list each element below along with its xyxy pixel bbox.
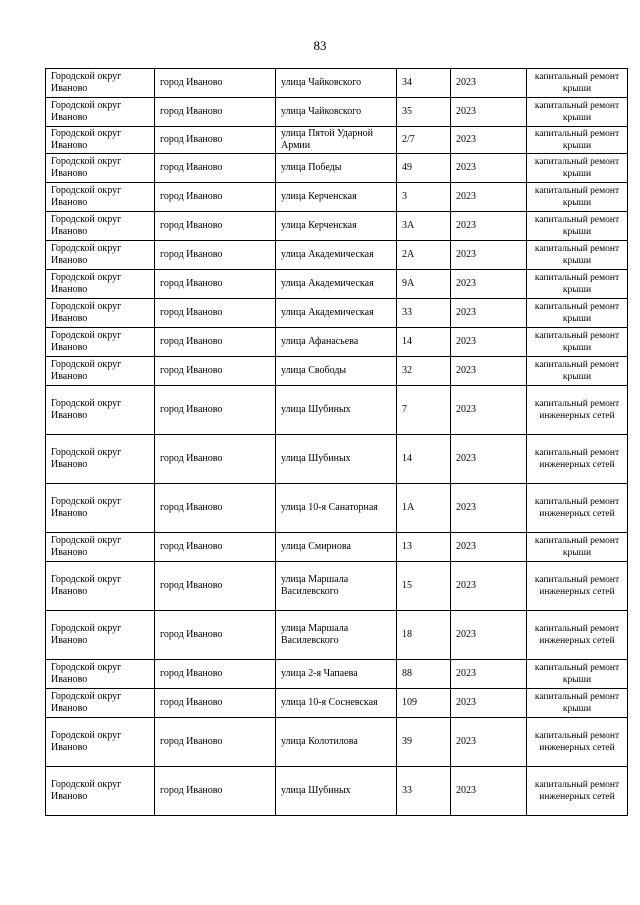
table-row: [46, 328, 628, 357]
cell-district: Городской округ Иваново: [46, 357, 155, 386]
cell-street: улица Шубиных: [276, 767, 397, 816]
cell-street: улица Победы: [276, 154, 397, 183]
cell-district: Городской округ Иваново: [46, 435, 155, 484]
cell-house: 9А: [397, 270, 451, 299]
cell-year: 2023: [451, 357, 527, 386]
cell-district: Городской округ Иваново: [46, 299, 155, 328]
cell-house: 34: [397, 69, 451, 98]
cell-district: Городской округ Иваново: [46, 328, 155, 357]
cell-house: 14: [397, 435, 451, 484]
cell-district: Городской округ Иваново: [46, 127, 155, 154]
cell-city: город Иваново: [155, 767, 276, 816]
cell-city: город Иваново: [155, 435, 276, 484]
table-row: [46, 212, 628, 241]
cell-work: капитальный ремонт крыши: [527, 212, 628, 241]
cell-district: Городской округ Иваново: [46, 562, 155, 611]
cell-house: 14: [397, 328, 451, 357]
cell-house: 3А: [397, 212, 451, 241]
cell-year: 2023: [451, 212, 527, 241]
cell-district: Городской округ Иваново: [46, 689, 155, 718]
cell-district: Городской округ Иваново: [46, 69, 155, 98]
cell-house: 2А: [397, 241, 451, 270]
cell-work: капитальный ремонт крыши: [527, 660, 628, 689]
cell-city: город Иваново: [155, 127, 276, 154]
table-row: [46, 767, 628, 816]
cell-district: Городской округ Иваново: [46, 718, 155, 767]
cell-year: 2023: [451, 718, 527, 767]
cell-house: 39: [397, 718, 451, 767]
table-row: [46, 357, 628, 386]
cell-district: Городской округ Иваново: [46, 611, 155, 660]
cell-work: капитальный ремонт инженерных сетей: [527, 562, 628, 611]
cell-street: улица Чайковского: [276, 69, 397, 98]
cell-city: город Иваново: [155, 689, 276, 718]
cell-district: Городской округ Иваново: [46, 533, 155, 562]
table-row: [46, 299, 628, 328]
cell-work: капитальный ремонт крыши: [527, 69, 628, 98]
cell-year: 2023: [451, 767, 527, 816]
cell-work: капитальный ремонт крыши: [527, 299, 628, 328]
cell-district: Городской округ Иваново: [46, 767, 155, 816]
cell-work: капитальный ремонт крыши: [527, 689, 628, 718]
cell-house: 32: [397, 357, 451, 386]
cell-house: 15: [397, 562, 451, 611]
cell-work: капитальный ремонт крыши: [527, 533, 628, 562]
cell-house: 35: [397, 98, 451, 127]
cell-street: улица Афанасьева: [276, 328, 397, 357]
cell-work: капитальный ремонт крыши: [527, 241, 628, 270]
cell-year: 2023: [451, 154, 527, 183]
cell-year: 2023: [451, 270, 527, 299]
cell-work: капитальный ремонт инженерных сетей: [527, 718, 628, 767]
cell-district: Городской округ Иваново: [46, 154, 155, 183]
cell-work: капитальный ремонт крыши: [527, 98, 628, 127]
cell-street: улица Пятой Ударной Армии: [276, 127, 397, 154]
cell-year: 2023: [451, 98, 527, 127]
cell-street: улица Академическая: [276, 299, 397, 328]
cell-district: Городской округ Иваново: [46, 212, 155, 241]
table-row: [46, 533, 628, 562]
cell-city: город Иваново: [155, 328, 276, 357]
cell-street: улица Маршала Василевского: [276, 562, 397, 611]
cell-year: 2023: [451, 660, 527, 689]
cell-work: капитальный ремонт крыши: [527, 328, 628, 357]
cell-work: капитальный ремонт крыши: [527, 127, 628, 154]
cell-year: 2023: [451, 484, 527, 533]
table-row: [46, 562, 628, 611]
cell-year: 2023: [451, 562, 527, 611]
table-row: [46, 127, 628, 154]
cell-city: город Иваново: [155, 98, 276, 127]
cell-street: улица Чайковского: [276, 98, 397, 127]
cell-year: 2023: [451, 127, 527, 154]
cell-street: улица Смирнова: [276, 533, 397, 562]
cell-street: улица Шубиных: [276, 386, 397, 435]
cell-city: город Иваново: [155, 611, 276, 660]
cell-city: город Иваново: [155, 533, 276, 562]
cell-year: 2023: [451, 69, 527, 98]
cell-street: улица 10-я Санаторная: [276, 484, 397, 533]
cell-year: 2023: [451, 241, 527, 270]
cell-district: Городской округ Иваново: [46, 484, 155, 533]
cell-work: капитальный ремонт инженерных сетей: [527, 611, 628, 660]
cell-house: 49: [397, 154, 451, 183]
cell-city: город Иваново: [155, 357, 276, 386]
cell-house: 33: [397, 299, 451, 328]
cell-work: капитальный ремонт инженерных сетей: [527, 767, 628, 816]
table-row: [46, 154, 628, 183]
cell-city: город Иваново: [155, 484, 276, 533]
cell-work: капитальный ремонт крыши: [527, 357, 628, 386]
cell-year: 2023: [451, 689, 527, 718]
cell-district: Городской округ Иваново: [46, 98, 155, 127]
page-number: 83: [313, 38, 327, 53]
cell-work: капитальный ремонт крыши: [527, 183, 628, 212]
table-row: [46, 689, 628, 718]
cell-year: 2023: [451, 328, 527, 357]
cell-city: город Иваново: [155, 241, 276, 270]
table-body: [46, 69, 628, 816]
cell-year: 2023: [451, 435, 527, 484]
cell-city: город Иваново: [155, 154, 276, 183]
cell-street: улица Колотилова: [276, 718, 397, 767]
cell-work: капитальный ремонт крыши: [527, 154, 628, 183]
cell-house: 7: [397, 386, 451, 435]
cell-house: 1А: [397, 484, 451, 533]
cell-city: город Иваново: [155, 212, 276, 241]
table-row: [46, 611, 628, 660]
cell-house: 109: [397, 689, 451, 718]
cell-city: город Иваново: [155, 183, 276, 212]
cell-street: улица 10-я Сосневская: [276, 689, 397, 718]
cell-house: 13: [397, 533, 451, 562]
cell-city: город Иваново: [155, 660, 276, 689]
cell-house: 2/7: [397, 127, 451, 154]
cell-street: улица Керченская: [276, 183, 397, 212]
cell-city: город Иваново: [155, 270, 276, 299]
table-row: [46, 484, 628, 533]
cell-year: 2023: [451, 183, 527, 212]
table-row: [46, 660, 628, 689]
cell-street: улица Свободы: [276, 357, 397, 386]
cell-district: Городской округ Иваново: [46, 386, 155, 435]
cell-district: Городской округ Иваново: [46, 270, 155, 299]
repair-register-table: [45, 68, 628, 816]
table-row: [46, 69, 628, 98]
cell-work: капитальный ремонт инженерных сетей: [527, 386, 628, 435]
table-row: [46, 435, 628, 484]
cell-house: 88: [397, 660, 451, 689]
cell-year: 2023: [451, 386, 527, 435]
cell-city: город Иваново: [155, 718, 276, 767]
cell-work: капитальный ремонт крыши: [527, 270, 628, 299]
cell-district: Городской округ Иваново: [46, 660, 155, 689]
cell-city: город Иваново: [155, 69, 276, 98]
cell-street: улица Академическая: [276, 241, 397, 270]
cell-work: капитальный ремонт инженерных сетей: [527, 435, 628, 484]
cell-house: 33: [397, 767, 451, 816]
cell-district: Городской округ Иваново: [46, 183, 155, 212]
cell-year: 2023: [451, 611, 527, 660]
cell-house: 18: [397, 611, 451, 660]
cell-street: улица Шубиных: [276, 435, 397, 484]
table-row: [46, 270, 628, 299]
table-row: [46, 183, 628, 212]
cell-street: улица Керченская: [276, 212, 397, 241]
table-row: [46, 98, 628, 127]
table-row: [46, 386, 628, 435]
cell-city: город Иваново: [155, 299, 276, 328]
cell-city: город Иваново: [155, 562, 276, 611]
cell-house: 3: [397, 183, 451, 212]
table-row: [46, 241, 628, 270]
cell-street: улица Маршала Василевского: [276, 611, 397, 660]
cell-street: улица Академическая: [276, 270, 397, 299]
cell-year: 2023: [451, 533, 527, 562]
cell-street: улица 2-я Чапаева: [276, 660, 397, 689]
cell-year: 2023: [451, 299, 527, 328]
table-row: [46, 718, 628, 767]
cell-work: капитальный ремонт инженерных сетей: [527, 484, 628, 533]
cell-district: Городской округ Иваново: [46, 241, 155, 270]
cell-city: город Иваново: [155, 386, 276, 435]
